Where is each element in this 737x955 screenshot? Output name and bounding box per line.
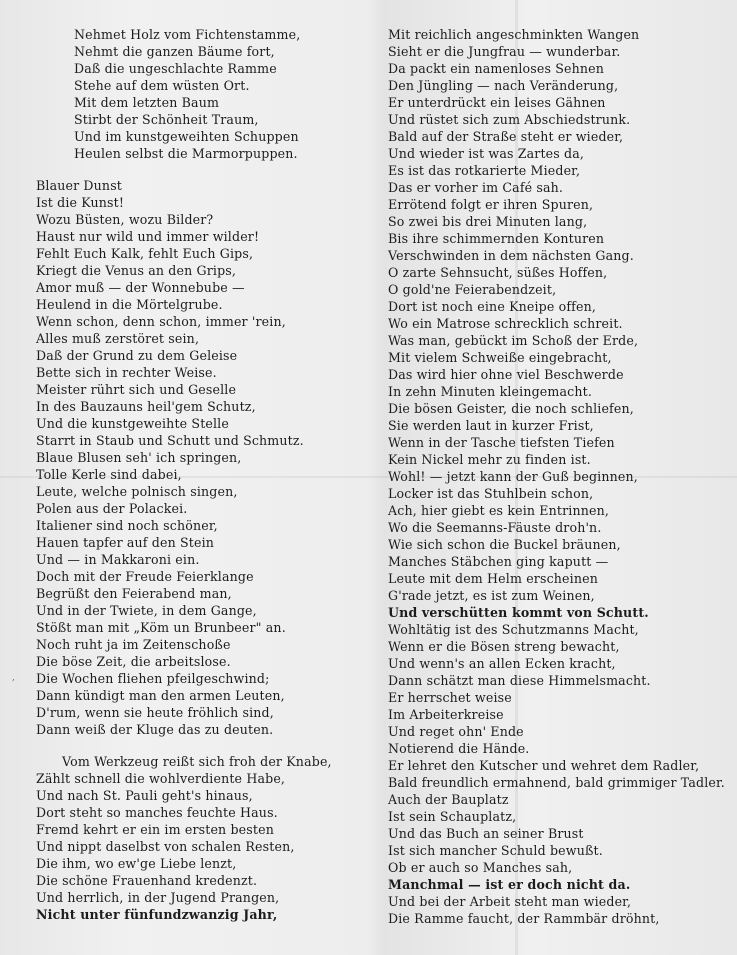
poem-line: Dort ist noch eine Kneipe offen, bbox=[388, 299, 597, 314]
poem-line: Ist sich mancher Schuld bewußt. bbox=[388, 843, 603, 858]
poem-line: Und wenn's an allen Ecken kracht, bbox=[388, 656, 616, 671]
poem-line: Und in der Twiete, in dem Gange, bbox=[36, 603, 257, 618]
poem-line: Wo die Seemanns-Fäuste droh'n. bbox=[388, 520, 602, 535]
poem-line: Sieht er die Jungfrau — wunderbar. bbox=[388, 44, 621, 59]
poem-line: Noch ruht ja im Zeitenschoße bbox=[36, 637, 231, 652]
poem-line: Dann schätzt man diese Himmelsmacht. bbox=[388, 673, 651, 688]
poem-line: Wohltätig ist des Schutzmanns Macht, bbox=[388, 622, 639, 637]
poem-line: So zwei bis drei Minuten lang, bbox=[388, 214, 588, 229]
poem-line: Fehlt Euch Kalk, fehlt Euch Gips, bbox=[36, 246, 254, 261]
poem-line: Starrt in Staub und Schutt und Schmutz. bbox=[36, 433, 304, 448]
poem-line: Hauen tapfer auf den Stein bbox=[36, 535, 215, 550]
left-column bbox=[36, 26, 356, 923]
poem-line: Amor muß — der Wonnebube — bbox=[36, 280, 245, 295]
poem-line: Alles muß zerstöret sein, bbox=[36, 331, 200, 346]
poem-line: Ob er auch so Manches sah, bbox=[388, 860, 573, 875]
poem-line: Nehmet Holz vom Fichtenstamme, bbox=[74, 27, 301, 42]
poem-line: Wo ein Matrose schrecklich schreit. bbox=[388, 316, 623, 331]
poem-line: Dann kündigt man den armen Leuten, bbox=[36, 688, 285, 703]
poem-line: In zehn Minuten kleingemacht. bbox=[388, 384, 592, 399]
poem-line: Wohl! — jetzt kann der Guß beginnen, bbox=[388, 469, 638, 484]
poem-line: Begrüßt den Feierabend man, bbox=[36, 586, 232, 601]
poem-line: Nehmt die ganzen Bäume fort, bbox=[74, 44, 275, 59]
poem-line: Notierend die Hände. bbox=[388, 741, 530, 756]
poem-line: Und wieder ist was Zartes da, bbox=[388, 146, 585, 161]
poem-line: Heulend in die Mörtelgrube. bbox=[36, 297, 223, 312]
poem-line: Wozu Büsten, wozu Bilder? bbox=[36, 212, 214, 227]
poem-line: Er unterdrückt ein leises Gähnen bbox=[388, 95, 606, 110]
right-column bbox=[388, 26, 728, 927]
poem-line: Italiener sind noch schöner, bbox=[36, 518, 218, 533]
poem-line: Tolle Kerle sind dabei, bbox=[36, 467, 182, 482]
poem-line: Und verschütten kommt von Schutt. bbox=[388, 605, 649, 620]
poem-line: Und reget ohn' Ende bbox=[388, 724, 524, 739]
poem-line: Die Ramme faucht, der Rammbär dröhnt, bbox=[388, 911, 660, 926]
poem-line: Im Arbeiterkreise bbox=[388, 707, 504, 722]
poem-line: Ach, hier giebt es kein Entrinnen, bbox=[388, 503, 609, 518]
poem-line: Bis ihre schimmernden Konturen bbox=[388, 231, 605, 246]
poem-line: Er herrschet weise bbox=[388, 690, 512, 705]
poem-line: Fremd kehrt er ein im ersten besten bbox=[36, 822, 274, 837]
poem-line: Wenn in der Tasche tiefsten Tiefen bbox=[388, 435, 615, 450]
poem-line: O zarte Sehnsucht, süßes Hoffen, bbox=[388, 265, 608, 280]
poem-line: Die ihm, wo ew'ge Liebe lenzt, bbox=[36, 856, 237, 871]
poem-line: Und rüstet sich zum Abschiedstrunk. bbox=[388, 112, 631, 127]
poem-line: Blauer Dunst bbox=[36, 178, 123, 193]
poem-line: Meister rührt sich und Geselle bbox=[36, 382, 237, 397]
poem-line: Bald freundlich ermahnend, bald grimmiger Tadler. bbox=[388, 775, 725, 790]
poem-line: Polen aus der Polackei. bbox=[36, 501, 188, 516]
poem-line: Sie werden laut in kurzer Frist, bbox=[388, 418, 594, 433]
poem-line: Kriegt die Venus an den Grips, bbox=[36, 263, 237, 278]
poem-line: Und — in Makkaroni ein. bbox=[36, 552, 200, 567]
stanza-gap bbox=[36, 162, 356, 177]
poem-line: O gold'ne Feierabendzeit, bbox=[388, 282, 557, 297]
poem-line: Zählt schnell die wohlverdiente Habe, bbox=[36, 771, 286, 786]
poem-line: In des Bauzauns heil'gem Schutz, bbox=[36, 399, 256, 414]
poem-line: G'rade jetzt, es ist zum Weinen, bbox=[388, 588, 595, 603]
poem-line: Ist sein Schauplatz, bbox=[388, 809, 517, 824]
poem-line: Die bösen Geister, die noch schliefen, bbox=[388, 401, 634, 416]
poem-line: Dann weiß der Kluge das zu deuten. bbox=[36, 722, 274, 737]
poem-line: Und das Buch an seiner Brust bbox=[388, 826, 584, 841]
poem-line: Nicht unter fünfundzwanzig Jahr, bbox=[36, 907, 278, 922]
poem-line: Dort steht so manches feuchte Haus. bbox=[36, 805, 278, 820]
poem-line: Das wird hier ohne viel Beschwerde bbox=[388, 367, 624, 382]
poem-line: Errötend folgt er ihren Spuren, bbox=[388, 197, 594, 212]
poem-line: Den Jüngling — nach Veränderung, bbox=[388, 78, 619, 93]
poem-line: Bette sich in rechter Weise. bbox=[36, 365, 217, 380]
poem-line: Die böse Zeit, die arbeitslose. bbox=[36, 654, 231, 669]
poem-line: Wenn er die Bösen streng bewacht, bbox=[388, 639, 620, 654]
poem-line: Mit vielem Schweiße eingebracht, bbox=[388, 350, 612, 365]
poem-line: Manchmal — ist er doch nicht da. bbox=[388, 877, 631, 892]
poem-line: Locker ist das Stuhlbein schon, bbox=[388, 486, 594, 501]
poem-line: Es ist das rotkarierte Mieder, bbox=[388, 163, 581, 178]
poem-line: Wie sich schon die Buckel bräunen, bbox=[388, 537, 621, 552]
poem-line: Und die kunstgeweihte Stelle bbox=[36, 416, 229, 431]
poem-line: Heulen selbst die Marmorpuppen. bbox=[74, 146, 298, 161]
poem-line: Und im kunstgeweihten Schuppen bbox=[74, 129, 299, 144]
poem-line: Verschwinden in dem nächsten Gang. bbox=[388, 248, 634, 263]
poem-line: Und nach St. Pauli geht's hinaus, bbox=[36, 788, 253, 803]
poem-line: D'rum, wenn sie heute fröhlich sind, bbox=[36, 705, 274, 720]
poem-line: Mit reichlich angeschminkten Wangen bbox=[388, 27, 640, 42]
poem-line: Doch mit der Freude Feierklange bbox=[36, 569, 254, 584]
poem-line: Haust nur wild und immer wilder! bbox=[36, 229, 260, 244]
poem-line: Ist die Kunst! bbox=[36, 195, 125, 210]
poem-line: Daß der Grund zu dem Geleise bbox=[36, 348, 238, 363]
poem-line: Manches Stäbchen ging kaputt — bbox=[388, 554, 609, 569]
poem-line: Blaue Blusen seh' ich springen, bbox=[36, 450, 242, 465]
poem-line: Auch der Bauplatz bbox=[388, 792, 509, 807]
poem-line: Stirbt der Schönheit Traum, bbox=[74, 112, 259, 127]
poem-line: Leute, welche polnisch singen, bbox=[36, 484, 238, 499]
poem-line: Und herrlich, in der Jugend Prangen, bbox=[36, 890, 280, 905]
poem-line: Stehe auf dem wüsten Ort. bbox=[74, 78, 250, 93]
poem-line: Vom Werkzeug reißt sich froh der Knabe, bbox=[62, 754, 332, 769]
poem-line: Die Wochen fliehen pfeilgeschwind; bbox=[36, 671, 270, 686]
poem-line: Das er vorher im Café sah. bbox=[388, 180, 564, 195]
poem-line: Kein Nickel mehr zu finden ist. bbox=[388, 452, 591, 467]
poem-line: Bald auf der Straße steht er wieder, bbox=[388, 129, 624, 144]
stanza-gap bbox=[36, 738, 356, 753]
poem-line: Leute mit dem Helm erscheinen bbox=[388, 571, 598, 586]
poem-line: Die schöne Frauenhand kredenzt. bbox=[36, 873, 258, 888]
poem-line: Was man, gebückt im Schoß der Erde, bbox=[388, 333, 639, 348]
poem-line: Er lehret den Kutscher und wehret dem Radler, bbox=[388, 758, 700, 773]
poem-line: Stößt man mit „Köm un Brunbeer" an. bbox=[36, 620, 286, 635]
poem-line: Daß die ungeschlachte Ramme bbox=[74, 61, 277, 76]
poem-line: Mit dem letzten Baum bbox=[74, 95, 220, 110]
margin-mark: , bbox=[12, 673, 15, 683]
poem-line: Da packt ein namenloses Sehnen bbox=[388, 61, 605, 76]
poem-line: Wenn schon, denn schon, immer 'rein, bbox=[36, 314, 286, 329]
poem-line: Und nippt daselbst von schalen Resten, bbox=[36, 839, 295, 854]
poem-line: Und bei der Arbeit steht man wieder, bbox=[388, 894, 632, 909]
